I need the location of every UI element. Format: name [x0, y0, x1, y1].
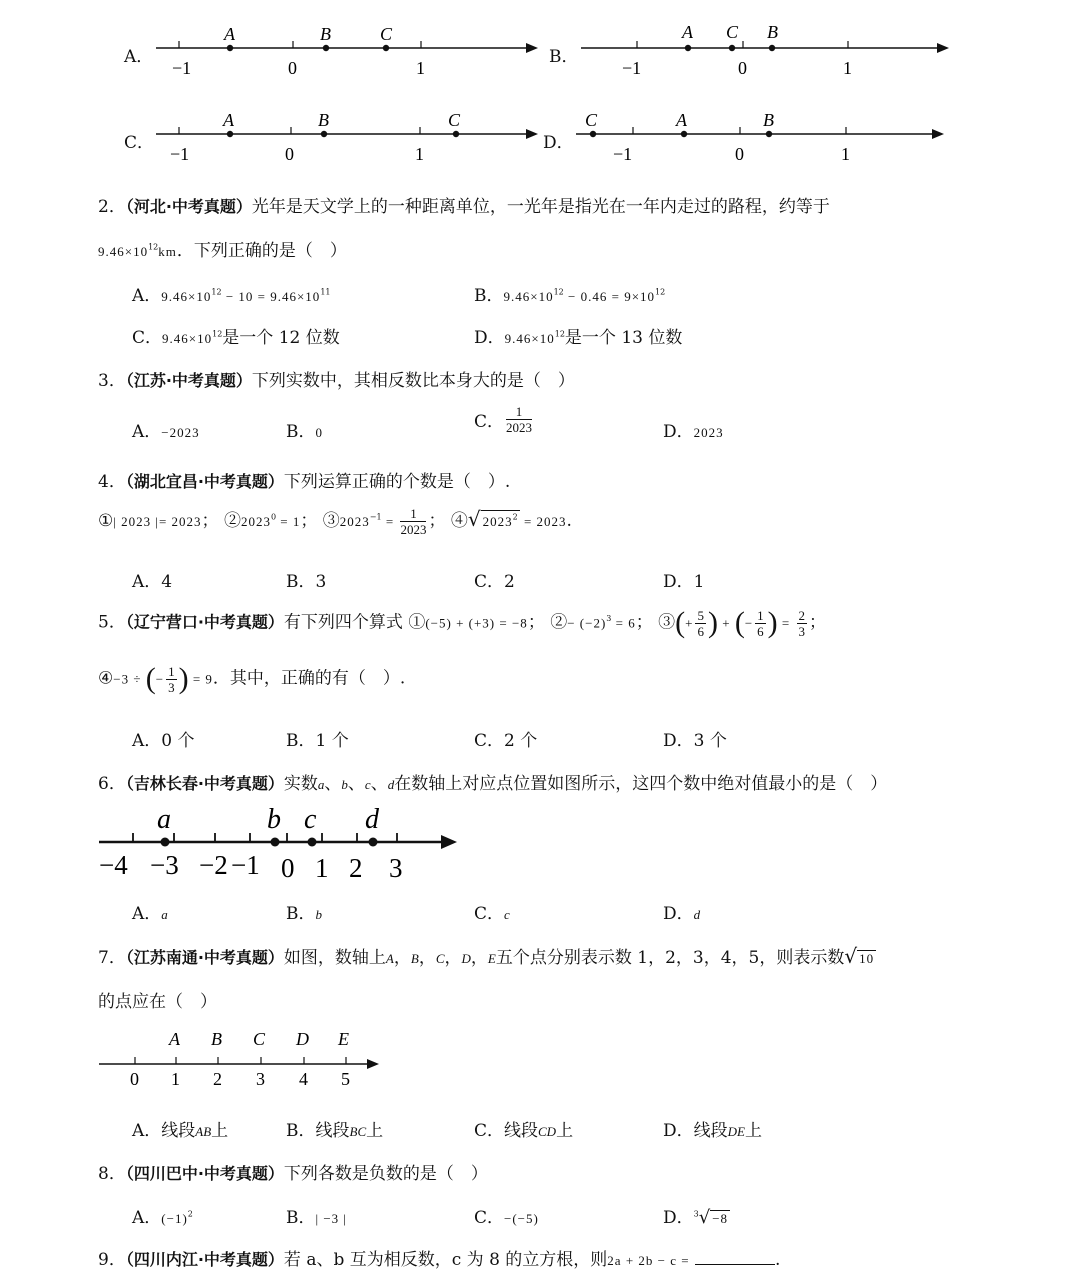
- q8-option-c[interactable]: C．−(−5): [474, 1208, 539, 1228]
- point-label: d: [365, 804, 379, 835]
- tick-label: 1: [416, 58, 425, 78]
- tick-label: 2: [213, 1069, 222, 1089]
- q8-option-d[interactable]: D．$^3$√ −8: [663, 1207, 729, 1228]
- q1-option-b-label[interactable]: B．: [549, 47, 579, 67]
- point-label: B: [763, 110, 774, 130]
- point-label: A: [169, 1029, 180, 1049]
- q6-option-d[interactable]: D．d: [663, 904, 701, 924]
- q8-option-b[interactable]: B．| −3 |: [286, 1208, 348, 1228]
- q2-option-d[interactable]: D．$9.46\times 10^{12}$是一个 13 位数: [474, 328, 683, 348]
- tick-label: 1: [415, 144, 424, 164]
- point-label: a: [157, 804, 171, 835]
- q2-option-b[interactable]: B．$9.46\times 10^{12} - 0.46 = 9\times 10^{12}$: [474, 286, 666, 306]
- q1-numberline-c: [150, 104, 540, 174]
- q7-numberline: [95, 1022, 385, 1092]
- q6-option-a[interactable]: A．a: [132, 904, 168, 924]
- point-label: C: [380, 24, 393, 44]
- tick-label: 1: [171, 1069, 180, 1089]
- tick-label: −3: [150, 850, 179, 880]
- point-label: B: [320, 24, 331, 44]
- point-label: D: [296, 1029, 309, 1049]
- tick-label: 1: [843, 58, 852, 78]
- point-label: E: [338, 1029, 349, 1049]
- q4-option-a[interactable]: A．4: [132, 572, 173, 592]
- tick-label: 0: [285, 144, 294, 164]
- q7-stem: 7．（江苏南通·中考真题）如图，数轴上A，B，C，D，E五个点分别表示数 1，2，3，4，5，则表示数√ 10: [98, 944, 875, 968]
- q5-option-a[interactable]: A．0 个: [132, 731, 195, 751]
- q1-numberline-a: [150, 18, 540, 88]
- q1-option-a-label[interactable]: A．: [124, 47, 154, 67]
- q8-stem: 8．（四川巴中·中考真题）下列各数是负数的是（ ）: [98, 1164, 488, 1184]
- q5-stem-line2: ④−3 ÷ (− $\frac{1}{3}$ ) = 9．其中，正确的有（ ）.: [98, 662, 406, 695]
- tick-label: −1: [170, 144, 190, 164]
- q6-stem: 6．（吉林长春·中考真题）实数a、b、c、d在数轴上对应点位置如图所示，这四个数中绝对值最小的是（ ）: [98, 774, 888, 794]
- point-label: A: [676, 110, 687, 130]
- tick-label: 5: [341, 1069, 350, 1089]
- tick-label: 1: [841, 144, 850, 164]
- q4-stem: 4．（湖北宜昌·中考真题）下列运算正确的个数是（ ）.: [98, 472, 511, 492]
- q1-option-c-label[interactable]: C．: [124, 133, 155, 153]
- point-label: C: [585, 110, 598, 130]
- point-label: C: [726, 22, 739, 42]
- q2-stem: 2．（河北·中考真题）光年是天文学上的一种距离单位，一光年是指光在一年内走过的路程，约等于: [98, 197, 830, 217]
- point-label: c: [304, 804, 317, 835]
- tick-label: 1: [315, 853, 329, 883]
- q3-option-d[interactable]: D．2023: [663, 422, 724, 442]
- tick-label: 0: [130, 1069, 139, 1089]
- q3-stem: 3．（江苏·中考真题）下列实数中，其相反数比本身大的是（ ）: [98, 371, 575, 391]
- tick-label: 0: [738, 58, 747, 78]
- q4-option-b[interactable]: B．3: [286, 572, 327, 592]
- point-label: C: [448, 110, 461, 130]
- tick-label: 0: [281, 853, 295, 883]
- q7-option-c[interactable]: C．线段CD上: [474, 1121, 574, 1141]
- q2-option-c[interactable]: C．$9.46\times 10^{12}$是一个 12 位数: [132, 328, 340, 348]
- q7-option-a[interactable]: A．线段AB上: [132, 1121, 229, 1141]
- tick-label: −1: [622, 58, 642, 78]
- tick-label: 3: [256, 1069, 265, 1089]
- q6-numberline: [95, 802, 465, 884]
- tick-label: −1: [231, 850, 260, 880]
- point-label: B: [318, 110, 329, 130]
- q6-option-c[interactable]: C．c: [474, 904, 510, 924]
- q2-option-a[interactable]: A．$9.46\times 10^{12} - 10 = 9.46\times 10^{11}$: [132, 286, 331, 306]
- tick-label: −4: [99, 850, 128, 880]
- q6-option-b[interactable]: B．b: [286, 904, 322, 924]
- point-label: A: [223, 110, 234, 130]
- q5-option-c[interactable]: C．2 个: [474, 731, 538, 751]
- q5-option-b[interactable]: B．1 个: [286, 731, 349, 751]
- tick-label: −1: [172, 58, 192, 78]
- point-label: b: [267, 804, 281, 835]
- q1-numberline-b: [575, 18, 955, 88]
- q2-stem-line2: $9.46\times 10^{12}km$．下列正确的是（ ）: [98, 241, 347, 261]
- q9-stem: 9．（四川内江·中考真题）若 a、b 互为相反数，c 为 8 的立方根，则2a + 2b − c = .: [98, 1250, 781, 1270]
- q4-option-d[interactable]: D．1: [663, 572, 705, 592]
- point-label: B: [767, 22, 778, 42]
- tick-label: 4: [299, 1069, 308, 1089]
- tick-label: 0: [288, 58, 297, 78]
- tick-label: 0: [735, 144, 744, 164]
- q3-option-c[interactable]: C． $\frac{1}{2023}$: [474, 404, 533, 435]
- tick-label: 3: [389, 853, 403, 883]
- q1-option-d-label[interactable]: D．: [543, 133, 574, 153]
- q4-expressions: ①| 2023 |= 2023； $②2023^0 = 1$； $③2023^{-1}$ = $\frac{1}{2023}$ ； ④√ $2023^2 = 2023$.: [98, 506, 572, 537]
- q7-option-d[interactable]: D．线段DE上: [663, 1121, 762, 1141]
- q4-option-c[interactable]: C．2: [474, 572, 515, 592]
- point-label: A: [682, 22, 693, 42]
- q3-option-b[interactable]: B．0: [286, 422, 323, 442]
- q7-stem-line2: 的点应在（ ）: [98, 992, 217, 1012]
- q7-option-b[interactable]: B．线段BC上: [286, 1121, 384, 1141]
- tick-label: −1: [613, 144, 633, 164]
- point-label: C: [253, 1029, 266, 1049]
- q5-option-d[interactable]: D．3 个: [663, 731, 727, 751]
- tick-label: 2: [349, 853, 363, 883]
- point-label: A: [224, 24, 235, 44]
- q3-option-a[interactable]: A．−2023: [132, 422, 200, 442]
- tick-label: −2: [199, 850, 228, 880]
- point-label: B: [211, 1029, 222, 1049]
- q1-numberline-d: [570, 104, 955, 174]
- q5-stem: 5．（辽宁营口·中考真题）有下列四个算式 ①(−5) + (+3) = −8； ②− $(-2)^3 = 6$； ③(+ $\frac{5}{6}$ ) + (− $\frac{1}{6}$ ) = $\frac{2}{3}$ ；: [98, 606, 827, 639]
- q9-answer-blank[interactable]: [695, 1264, 775, 1265]
- q8-option-a[interactable]: A．$(-1)^2$: [132, 1208, 193, 1228]
